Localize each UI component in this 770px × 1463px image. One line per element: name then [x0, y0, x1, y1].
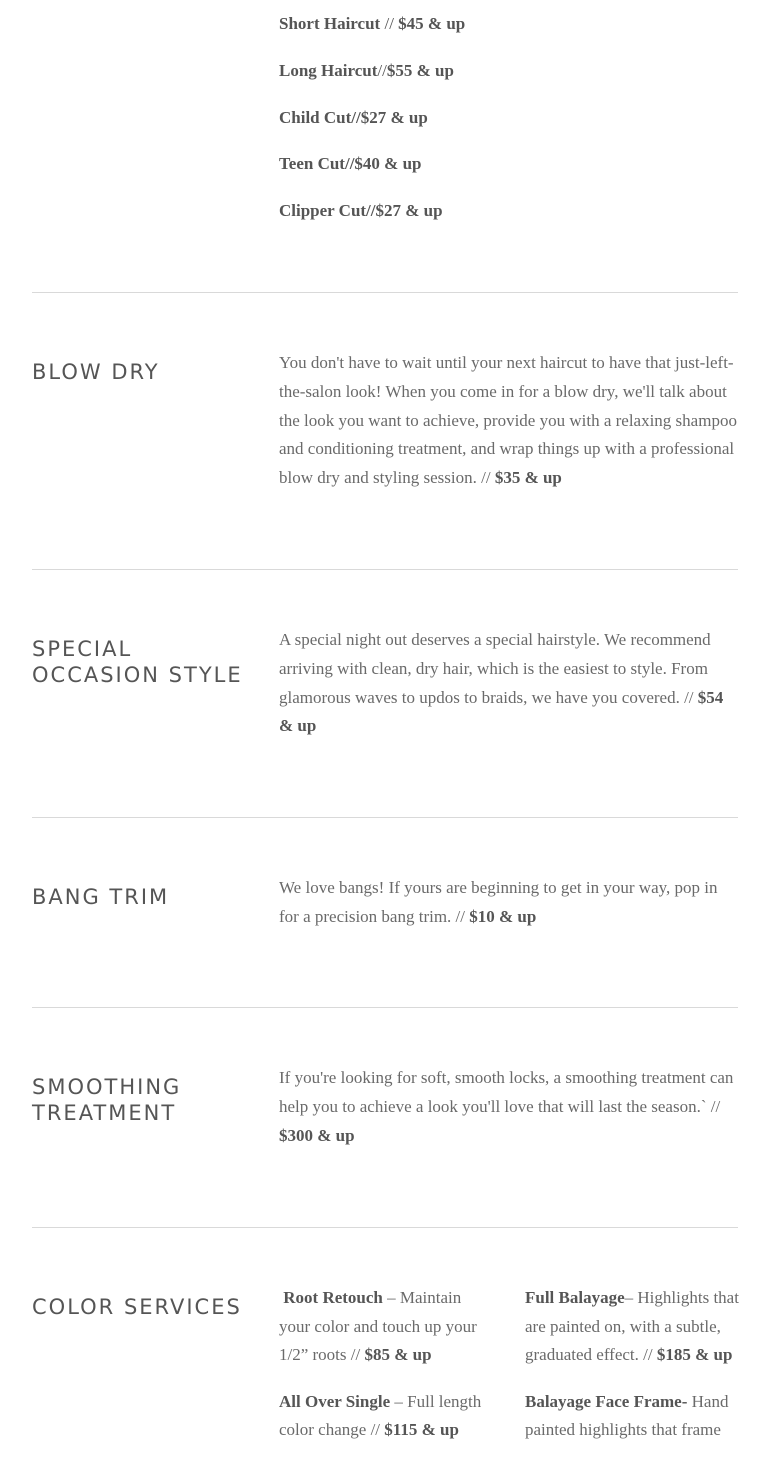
price: $185 & up: [656, 1345, 733, 1365]
haircut-price-list: [279, 10, 739, 244]
color-services-column-right: [525, 1284, 739, 1463]
section-divider: [32, 817, 738, 818]
section-description: If you're looking for soft, smooth locks, a smoothing treatment can help you to achieve a look you'll love that will last the season.` // $300 & up: [279, 1068, 734, 1145]
service-root-retouch: Root Retouch – Maintain your color and touch up your 1/2” roots // $85 & up: [279, 1288, 477, 1365]
color-services-column-left: [279, 1284, 493, 1463]
price: $300 & up: [279, 1125, 355, 1145]
section-title: SMOOTHING TREATMENT: [32, 1075, 182, 1125]
price: $10 & up: [469, 906, 537, 926]
haircut-item-long: Long Haircut//$55 & up: [279, 60, 454, 80]
section-description: You don't have to wait until your next haircut to have that just-left-the-salon look! When you come in for a blow dry, we'll talk about the look you want to achieve, provide you with a relaxing shampoo and conditioning treatment, and wrap things up with a professional blow dry and styling session. // $35 & up: [279, 353, 737, 488]
service-full-balayage: Full Balayage– Highlights that are painted on, with a subtle, graduated effect. // $185 & up: [525, 1288, 739, 1365]
haircut-item-short: Short Haircut // $45 & up: [279, 14, 466, 33]
service-all-over-single: All Over Single – Full length color change // $115 & up: [279, 1391, 482, 1440]
section-divider: [32, 1227, 738, 1228]
section-divider: [32, 292, 738, 293]
section-title: BANG TRIM: [32, 885, 170, 909]
price: $54 & up: [279, 687, 724, 736]
section-title: BLOW DRY: [32, 360, 160, 384]
section-divider: [32, 569, 738, 570]
section-divider: [32, 1007, 738, 1008]
price: $35 & up: [494, 468, 562, 488]
section-title: COLOR SERVICES: [32, 1295, 242, 1319]
section-title: SPECIAL OCCASION STYLE: [32, 637, 243, 687]
haircut-item-child: Child Cut//$27 & up: [279, 107, 428, 127]
price: $85 & up: [364, 1345, 432, 1365]
service-balayage-face-frame: Balayage Face Frame- Hand painted highlights that frame: [525, 1391, 729, 1440]
price: $115 & up: [384, 1420, 459, 1440]
haircut-item-clipper: Clipper Cut//$27 & up: [279, 201, 443, 221]
haircut-item-teen: Teen Cut//$40 & up: [279, 154, 422, 174]
section-description: A special night out deserves a special hairstyle. We recommend arriving with clean, dry hair, which is the easiest to style. From glamorous waves to updos to braids, we have you covered. // $54 & up: [279, 630, 724, 736]
section-description: We love bangs! If yours are beginning to get in your way, pop in for a precision bang trim. // $10 & up: [279, 878, 718, 926]
